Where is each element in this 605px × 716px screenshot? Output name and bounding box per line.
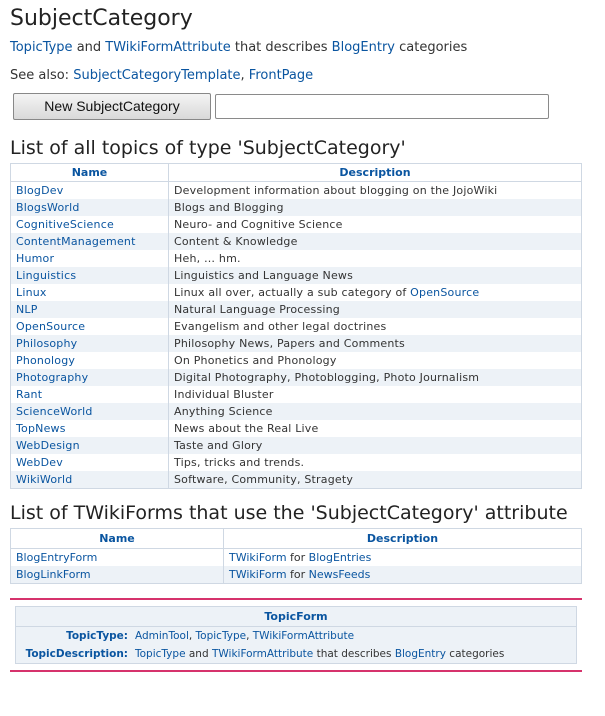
table-row	[11, 437, 582, 454]
table-row	[11, 386, 582, 403]
topic-description-cell	[169, 267, 582, 284]
blogentry-link[interactable]: BlogEntry	[331, 40, 395, 55]
topic-name-cell	[11, 454, 169, 471]
topic-link[interactable]: ContentManagement	[16, 235, 136, 248]
intro-text	[10, 38, 595, 66]
topic-name-cell	[11, 250, 169, 267]
twikiform-link[interactable]: TWikiForm	[229, 568, 287, 581]
form-link[interactable]: BlogEntryForm	[16, 551, 98, 564]
see-also-label: See also:	[10, 68, 74, 83]
topic-description: Tips, tricks and trends.	[174, 456, 305, 469]
forms-list-heading: List of TWikiForms that use the 'SubjectCategory' attribute	[10, 502, 568, 524]
topic-description: Philosophy News, Papers and Comments	[174, 337, 405, 350]
twikiformattribute-link-3[interactable]: TWikiFormAttribute	[211, 648, 314, 660]
topic-link[interactable]: WebDev	[16, 456, 63, 469]
table-row	[11, 267, 582, 284]
new-topic-form	[10, 92, 595, 120]
topic-description-label: TopicDescription:	[25, 648, 128, 660]
table-row	[11, 182, 582, 200]
topic-type-value	[135, 627, 576, 645]
type-sep-1: ,	[188, 630, 196, 642]
frontpage-link[interactable]: FrontPage	[248, 68, 314, 83]
topic-description-cell	[169, 471, 582, 489]
forms-name-column-header[interactable]: Name	[11, 529, 224, 549]
form-description-sep: for	[286, 568, 309, 581]
see-also	[10, 66, 595, 90]
admintool-link[interactable]: AdminTool	[135, 630, 189, 642]
topic-form-title[interactable]	[16, 607, 576, 627]
topic-name-cell	[11, 199, 169, 216]
table-row	[11, 301, 582, 318]
topictype-link[interactable]: TopicType	[10, 40, 73, 55]
topic-name-cell	[11, 352, 169, 369]
topic-description-cell	[169, 284, 582, 301]
desc-middle: that describes	[313, 648, 395, 660]
table-row	[11, 454, 582, 471]
topic-link[interactable]: CognitiveScience	[16, 218, 114, 231]
topicform-link[interactable]: TopicForm	[264, 610, 328, 623]
description-column-header[interactable]: Description	[169, 164, 582, 182]
topic-link[interactable]: Phonology	[16, 354, 76, 367]
desc-and: and	[185, 648, 212, 660]
topic-link[interactable]: WebDesign	[16, 439, 80, 452]
topic-name-cell	[11, 318, 169, 335]
topic-link[interactable]: Humor	[16, 252, 55, 265]
topic-description-cell	[169, 335, 582, 352]
topic-description-cell	[169, 301, 582, 318]
topic-link[interactable]: ScienceWorld	[16, 405, 93, 418]
topic-name-cell	[11, 437, 169, 454]
type-sep-2: ,	[246, 630, 253, 642]
topic-description: News about the Real Live	[174, 422, 319, 435]
topic-description-cell	[169, 250, 582, 267]
intro-end: categories	[395, 40, 468, 55]
topic-description-cell	[169, 199, 582, 216]
topic-description: Software, Community, Stragety	[174, 473, 354, 486]
page-title: SubjectCategory	[10, 6, 193, 31]
see-also-sep: ,	[240, 68, 249, 83]
topics-list-heading: List of all topics of type 'SubjectCategory'	[10, 137, 406, 159]
topic-description: Natural Language Processing	[174, 303, 340, 316]
topic-description-cell	[169, 318, 582, 335]
new-topic-name-input[interactable]	[215, 94, 549, 119]
blogentry-link-2[interactable]: BlogEntry	[394, 648, 446, 660]
topic-link[interactable]: Philosophy	[16, 337, 78, 350]
table-row	[11, 369, 582, 386]
topic-link[interactable]: OpenSource	[16, 320, 86, 333]
topic-description: Neuro- and Cognitive Science	[174, 218, 343, 231]
topic-form-box	[10, 598, 582, 672]
topic-type-row	[16, 627, 576, 645]
topictype-link-3[interactable]: TopicType	[135, 648, 186, 660]
topic-description: On Phonetics and Phonology	[174, 354, 337, 367]
topic-description: Anything Science	[174, 405, 273, 418]
topic-name-cell	[11, 471, 169, 489]
topic-description-row	[16, 645, 576, 663]
topic-link[interactable]: Linguistics	[16, 269, 77, 282]
topic-name-cell	[11, 403, 169, 420]
topic-description-cell	[169, 182, 582, 200]
topic-link[interactable]: Photography	[16, 371, 89, 384]
intro-middle: that describes	[230, 40, 332, 55]
topic-name-cell	[11, 420, 169, 437]
twikiform-link[interactable]: TWikiForm	[229, 551, 287, 564]
twikiformattribute-link-2[interactable]: TWikiFormAttribute	[252, 630, 355, 642]
topic-description: Linguistics and Language News	[174, 269, 354, 282]
subjectcategorytemplate-link[interactable]: SubjectCategoryTemplate	[73, 68, 241, 83]
topic-name-cell	[11, 386, 169, 403]
form-description-cell	[224, 566, 582, 584]
form-link[interactable]: BlogLinkForm	[16, 568, 91, 581]
topic-description-cell	[169, 233, 582, 250]
intro-and: and	[72, 40, 106, 55]
forms-table	[10, 528, 582, 584]
topic-description-cell	[169, 403, 582, 420]
topic-name-cell	[11, 233, 169, 250]
topic-description-value	[135, 645, 576, 663]
topic-description: Heh, … hm.	[174, 252, 241, 265]
topic-description-cell	[169, 420, 582, 437]
forms-description-column-header[interactable]: Description	[224, 529, 582, 549]
table-row	[11, 284, 582, 301]
table-row	[11, 420, 582, 437]
topic-description-cell	[169, 386, 582, 403]
form-target-link[interactable]: BlogEntries	[308, 551, 372, 564]
new-subjectcategory-button[interactable]: New SubjectCategory	[13, 93, 211, 120]
topic-link[interactable]: WikiWorld	[16, 473, 73, 486]
topic-name-cell	[11, 301, 169, 318]
name-column-header[interactable]: Name	[11, 164, 169, 182]
topic-link[interactable]: NLP	[16, 303, 38, 316]
form-name-cell	[11, 549, 224, 567]
topic-description-cell	[169, 454, 582, 471]
topictype-link-2[interactable]: TopicType	[195, 630, 247, 642]
form-name-cell	[11, 566, 224, 584]
topic-link[interactable]: BlogsWorld	[16, 201, 80, 214]
description-link[interactable]: OpenSource	[410, 286, 480, 299]
table-row	[11, 471, 582, 489]
topic-name-cell	[11, 284, 169, 301]
topic-description: Evangelism and other legal doctrines	[174, 320, 387, 333]
topic-description: Individual Bluster	[174, 388, 274, 401]
topic-link[interactable]: TopNews	[16, 422, 66, 435]
table-row	[11, 352, 582, 369]
table-row	[11, 549, 582, 567]
topic-description: Blogs and Blogging	[174, 201, 284, 214]
table-row	[11, 199, 582, 216]
topic-description-cell	[169, 437, 582, 454]
topic-link[interactable]: BlogDev	[16, 184, 64, 197]
topic-name-cell	[11, 267, 169, 284]
topic-description: Taste and Glory	[174, 439, 263, 452]
table-row	[11, 335, 582, 352]
desc-end: categories	[445, 648, 505, 660]
table-row	[11, 403, 582, 420]
topic-name-cell	[11, 335, 169, 352]
topic-description: Content & Knowledge	[174, 235, 298, 248]
topic-name-cell	[11, 369, 169, 386]
topic-name-cell	[11, 182, 169, 200]
table-row	[11, 318, 582, 335]
topic-type-label: TopicType:	[66, 630, 128, 642]
topic-name-cell	[11, 216, 169, 233]
topic-description: Development information about blogging on the JojoWiki	[174, 184, 498, 197]
topic-link[interactable]: Linux	[16, 286, 47, 299]
form-target-link[interactable]: NewsFeeds	[308, 568, 371, 581]
table-row	[11, 233, 582, 250]
topic-description-cell	[169, 369, 582, 386]
topic-description-cell	[169, 216, 582, 233]
topic-description: Linux all over, actually a sub category of	[174, 286, 411, 299]
topic-description-cell	[169, 352, 582, 369]
table-row	[11, 216, 582, 233]
table-row	[11, 250, 582, 267]
form-description-sep: for	[286, 551, 309, 564]
twikiformattribute-link[interactable]: TWikiFormAttribute	[105, 40, 231, 55]
form-description-cell	[224, 549, 582, 567]
table-row	[11, 566, 582, 584]
topic-description: Digital Photography, Photoblogging, Photo Journalism	[174, 371, 480, 384]
topics-table	[10, 163, 582, 489]
topic-link[interactable]: Rant	[16, 388, 43, 401]
